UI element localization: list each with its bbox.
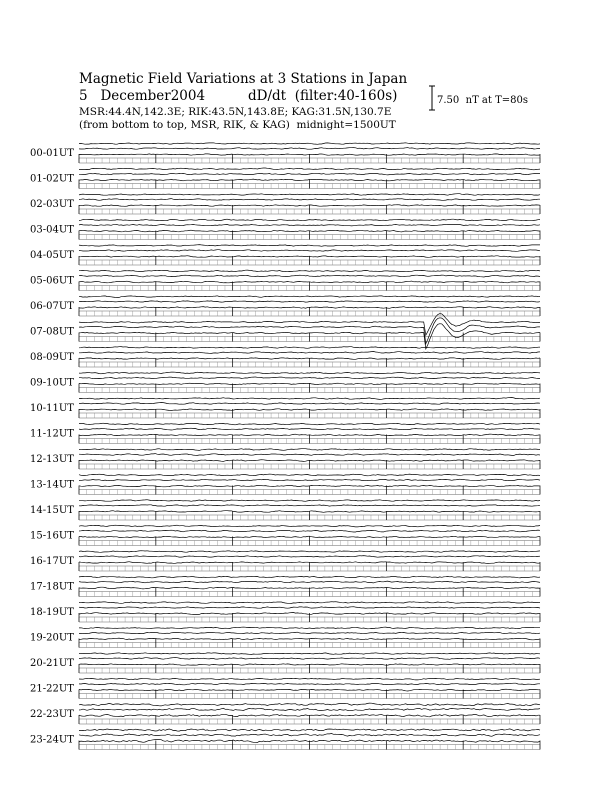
trace-kag bbox=[79, 194, 540, 196]
hour-label: 05-06UT bbox=[30, 275, 74, 287]
trace-kag bbox=[79, 474, 540, 476]
hour-label: 20-21UT bbox=[30, 658, 74, 669]
chart-title: Magnetic Field Variations at 3 Stations in Japan bbox=[79, 71, 408, 87]
trace-rik bbox=[79, 199, 540, 201]
station-order-note: (from bottom to top, MSR, RIK, & KAG) bbox=[79, 119, 290, 131]
hour-label: 19-20UT bbox=[30, 632, 74, 644]
trace-kag bbox=[79, 372, 540, 374]
trace-rik bbox=[79, 658, 540, 660]
hour-label: 02-03UT bbox=[30, 199, 74, 210]
trace-rik bbox=[79, 581, 540, 583]
midnight-note: midnight=1500UT bbox=[296, 119, 396, 131]
hour-label: 17-18UT bbox=[30, 581, 74, 593]
trace-rik bbox=[79, 683, 540, 685]
hour-label: 03-04UT bbox=[30, 224, 74, 236]
station-coordinates: MSR:44.4N,142.3E; RIK:43.5N,143.8E; KAG:31.5N,130.7E bbox=[79, 106, 392, 118]
trace-rik bbox=[79, 275, 540, 277]
hour-label: 23-24UT bbox=[30, 734, 74, 746]
trace-rik bbox=[79, 301, 540, 302]
trace-kag bbox=[79, 219, 540, 221]
hour-label: 22-23UT bbox=[30, 709, 74, 720]
trace-kag bbox=[79, 398, 540, 400]
trace-rik bbox=[79, 556, 540, 558]
trace-kag bbox=[79, 314, 540, 336]
trace-kag bbox=[79, 729, 540, 731]
trace-kag bbox=[79, 423, 540, 425]
hour-label: 14-15UT bbox=[30, 505, 74, 516]
hour-label: 16-17UT bbox=[30, 556, 74, 567]
hour-label: 10-11UT bbox=[30, 403, 74, 414]
trace-rik bbox=[79, 530, 540, 532]
trace-rik bbox=[79, 607, 540, 609]
hour-label: 11-12UT bbox=[30, 428, 74, 440]
trace-kag bbox=[79, 627, 540, 629]
trace-rik bbox=[79, 479, 540, 481]
trace-kag bbox=[79, 270, 540, 272]
trace-kag bbox=[79, 653, 540, 655]
trace-kag bbox=[79, 296, 540, 298]
hour-label: 09-10UT bbox=[30, 377, 74, 389]
trace-rik bbox=[79, 173, 540, 175]
trace-kag bbox=[79, 500, 540, 502]
hour-label: 15-16UT bbox=[30, 530, 74, 542]
trace-kag bbox=[79, 525, 540, 527]
trace-kag bbox=[79, 168, 540, 170]
quantity-label: dD/dt bbox=[248, 88, 287, 104]
trace-rik bbox=[79, 377, 540, 379]
trace-kag bbox=[79, 602, 540, 604]
hour-label: 21-22UT bbox=[30, 683, 74, 695]
hour-label: 12-13UT bbox=[30, 454, 74, 465]
trace-rik bbox=[79, 734, 540, 737]
hour-label: 01-02UT bbox=[30, 173, 74, 185]
trace-rik bbox=[79, 428, 540, 430]
hour-label: 04-05UT bbox=[30, 250, 74, 261]
trace-kag bbox=[79, 576, 540, 578]
hour-label: 13-14UT bbox=[30, 479, 74, 491]
trace-kag bbox=[79, 551, 540, 553]
trace-kag bbox=[79, 245, 540, 247]
trace-kag bbox=[79, 143, 540, 145]
trace-rik bbox=[79, 403, 540, 405]
trace-rik bbox=[79, 632, 540, 634]
filter-label: (filter:40-160s) bbox=[294, 88, 398, 104]
hour-label: 07-08UT bbox=[30, 326, 74, 338]
scale-label: 7.50 nT at T=80s bbox=[437, 95, 528, 106]
date-month-year: December2004 bbox=[100, 88, 206, 104]
date-day: 5 bbox=[79, 88, 88, 104]
hour-label: 06-07UT bbox=[30, 301, 74, 312]
trace-kag bbox=[79, 347, 540, 349]
trace-rik bbox=[79, 505, 540, 506]
trace-kag bbox=[79, 678, 540, 680]
trace-rik bbox=[79, 708, 540, 710]
hour-label: 00-01UT bbox=[30, 148, 74, 159]
trace-rik bbox=[79, 250, 540, 252]
trace-rik bbox=[79, 454, 540, 456]
trace-msr bbox=[79, 587, 540, 589]
trace-kag bbox=[79, 703, 540, 706]
trace-kag bbox=[79, 449, 540, 451]
hour-label: 18-19UT bbox=[30, 607, 74, 618]
hour-label: 08-09UT bbox=[30, 352, 74, 363]
trace-rik bbox=[79, 148, 540, 150]
trace-rik bbox=[79, 224, 540, 226]
trace-rik bbox=[79, 352, 540, 354]
